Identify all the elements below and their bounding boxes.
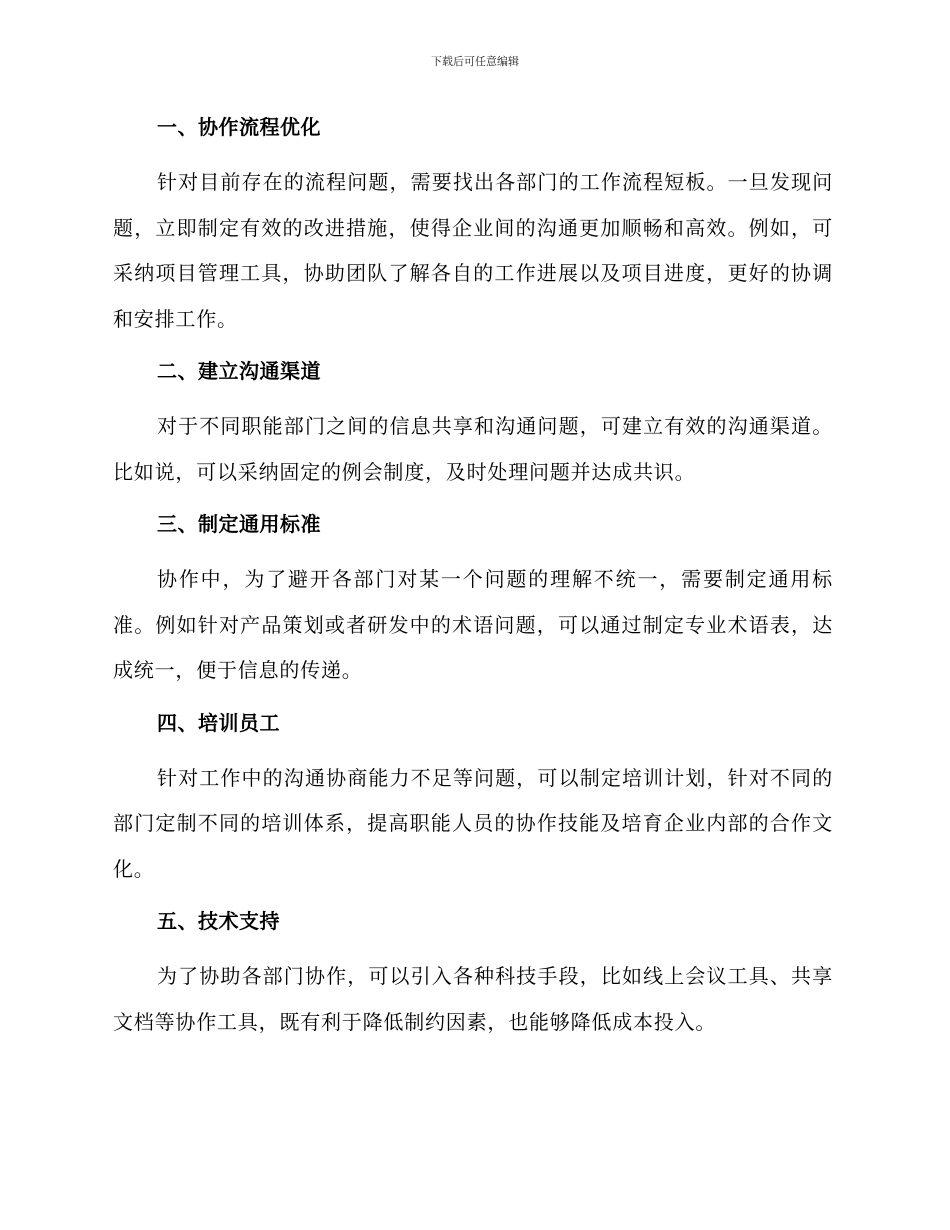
section-4	[113, 708, 833, 893]
section-paragraph: 针对工作中的沟通协商能力不足等问题，可以制定培训计划，针对不同的部门定制不同的培训体系，提高职能人员的协作技能及培育企业内部的合作文化。	[113, 765, 833, 881]
section-paragraph: 协作中，为了避开各部门对某一个问题的理解不统一，需要制定通用标准。例如针对产品策划或者研发中的术语问题，可以通过制定专业术语表，达成统一，便于信息的传递。	[113, 567, 833, 682]
section-3	[113, 509, 833, 694]
section-heading: 二、建立沟通渠道	[157, 359, 321, 383]
section-heading: 三、制定通用标准	[157, 512, 321, 536]
section-heading: 四、培训员工	[157, 710, 280, 735]
page-header-note: 下载后可任意编辑	[431, 55, 519, 68]
section-paragraph: 为了协助各部门协作，可以引入各种科技手段，比如线上会议工具、共享文档等协作工具，既有利于降低制约因素，也能够降低成本投入。	[113, 964, 833, 1034]
section-heading: 五、技术支持	[157, 909, 280, 933]
section-heading: 一、协作流程优化	[157, 115, 321, 139]
section-paragraph: 针对目前存在的流程问题，需要找出各部门的工作流程短板。一旦发现问题，立即制定有效的改进措施，使得企业间的沟通更加顺畅和高效。例如，可采纳项目管理工具，协助团队了解各自的工作进展以及项目进度，更好的协调和安排工作。	[113, 170, 833, 331]
section-1	[113, 112, 833, 342]
section-5	[113, 906, 833, 1045]
section-2	[113, 356, 833, 495]
section-paragraph: 对于不同职能部门之间的信息共享和沟通问题，可建立有效的沟通渠道。比如说，可以采纳固定的例会制度，及时处理问题并达成共识。	[113, 414, 833, 484]
document-body	[113, 112, 833, 1059]
